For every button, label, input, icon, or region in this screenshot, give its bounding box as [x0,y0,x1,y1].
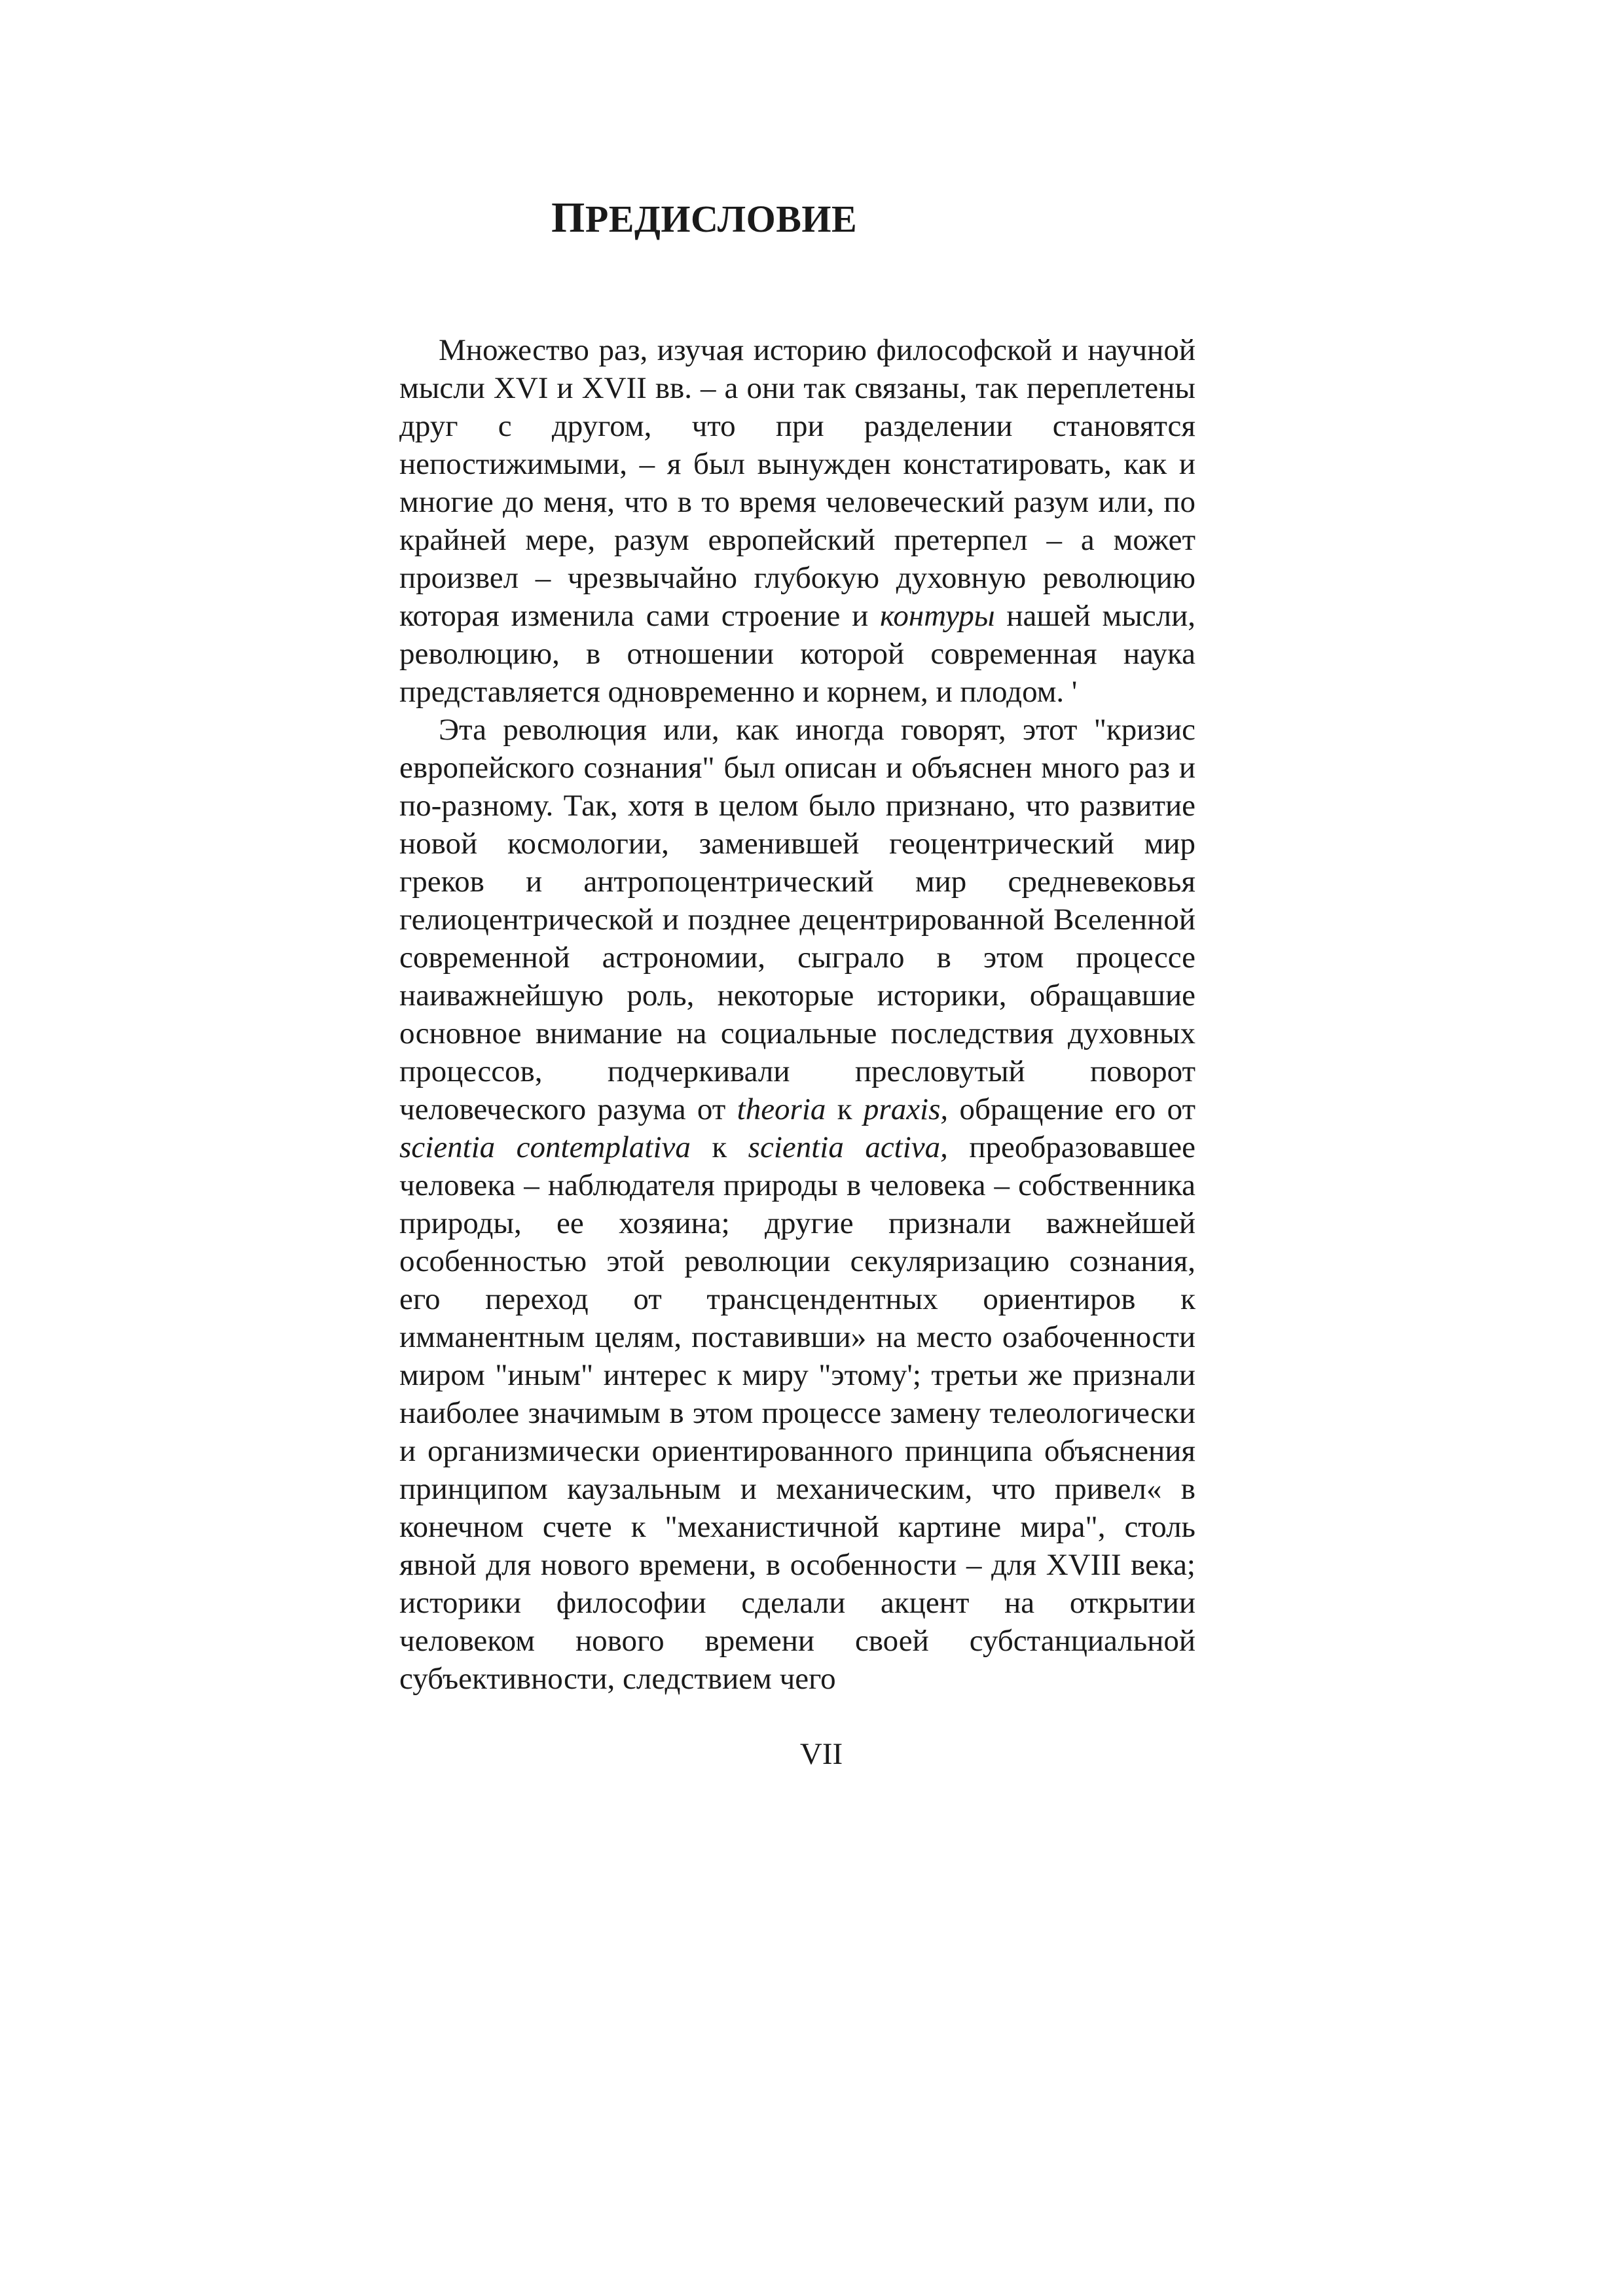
page-number [0,1736,1623,1772]
paragraph-2-text-2: к [826,1092,864,1126]
paragraph-2-text-1: Эта революция или, как иногда говорят, этот "кризис европейского сознания" был описан и объяснен много раз и по-разному. Так, хотя в целом было признано, что развитие новой космологии, заменившей геоцентрический мир греков и антропоцентрический мир средневековья гелиоцентрической и позднее децентрированной Вселенной современной астрономии, сыграло в этом процессе наиважнейшую роль, некоторые историки, обращавшие основное внимание на социальные последствия духовных процессов, подчеркивали пресловутый поворот человеческого разума от [399,713,1195,1126]
paragraph-2-text-3: обращение его от [948,1092,1195,1126]
title-rest: РЕДИСЛОВИЕ [585,198,858,240]
page-number-text: VII [799,1737,843,1771]
paragraph-1-text-1: Множество раз, изучая историю философской и научной мысли XVI и XVII вв. – а они так связаны, так переплетены друг с другом, что при разделении становятся непостижимыми, – я был вынужден констатировать, как и многие до меня, что в то время человеческий разум или, по крайней мере, разум европейский претерпел – а может произвел – чрезвычайно глубокую духовную революцию которая изменила сами строение и [399,333,1195,633]
paragraph-2-text-5: преобразовавшее человека – наблюдателя природы в человека – собственника природы, ее хозяина; другие признали важнейшей особенностью этой революции секуляризацию сознания, его переход от трансцендентных ориентиров к имманентным целям, поставивши» на место озабоченности миром "иным" интерес к миру "этому'; третьи же признали наиболее значимым в этом процессе замену телеологически и организмически ориентированного принципа объяснения принципом каузальным и механическим, что привел« в конечном счете к "механистичной картине мира", столь явной для нового времени, в особенности – для XVIII века; историки философии сделали акцент на открытии человеком нового времени своей субстанциальной субъективности, следствием чего [399,1130,1195,1696]
paragraph-2-italic-3: scientia contemplativa [399,1130,691,1164]
title-first-letter: П [551,194,585,242]
paragraph-2-text-4: к [690,1130,748,1164]
paragraph-1-italic-1: контуры [880,599,995,633]
paragraph-2-italic-4: scientia activa, [748,1130,948,1164]
paragraph-2-italic-2: praxis, [863,1092,949,1126]
paragraph-2-italic-1: theoria [737,1092,826,1126]
paragraph-1 [399,331,1195,711]
paragraph-1-text-2: нашей мысли, революцию, в отношении которой современная наука представляется одновременно и корнем, и плодом. ' [399,599,1195,709]
page-title [551,196,857,240]
body-text [399,331,1195,1698]
paragraph-2 [399,711,1195,1698]
